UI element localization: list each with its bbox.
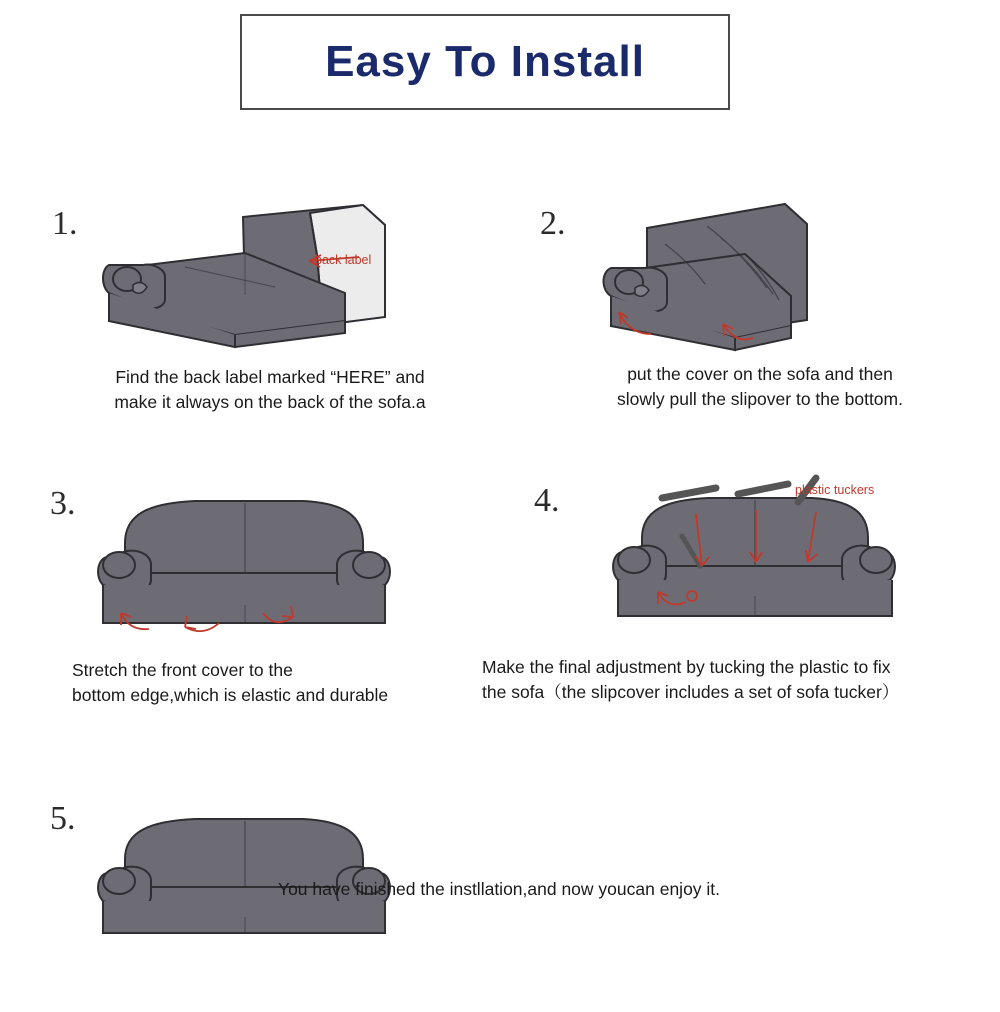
step-number-2: 2. — [540, 205, 566, 242]
caption-step-3 — [72, 658, 492, 708]
page-title: Easy To Install — [325, 37, 645, 86]
caption-step-5-line1: You have finished the instllation,and now youcan enjoy it. — [278, 879, 721, 899]
caption-step-5 — [278, 877, 838, 902]
figure-step-4 — [600, 470, 910, 650]
caption-step-2-line2: slowly pull the slipover to the bottom. — [617, 389, 903, 409]
figure-step-3 — [95, 485, 395, 655]
caption-step-3-line2: bottom edge,which is elastic and durable — [72, 685, 389, 705]
caption-step-4-line1: Make the final adjustment by tucking the plastic to fix — [482, 657, 891, 677]
step-number-4: 4. — [534, 482, 560, 519]
figure-step-5 — [95, 805, 395, 945]
caption-step-4 — [482, 655, 952, 705]
caption-step-1-line1: Find the back label marked “HERE” and — [115, 367, 425, 387]
step-number-1: 1. — [52, 205, 78, 242]
caption-step-2 — [570, 362, 950, 412]
caption-step-2-line1: put the cover on the sofa and then — [627, 364, 893, 384]
step-number-5: 5. — [50, 800, 76, 837]
step-number-3: 3. — [50, 485, 76, 522]
figure-step-1 — [95, 195, 405, 355]
caption-step-1-line2: make it always on the back of the sofa.a — [114, 392, 426, 412]
caption-step-3-line1: Stretch the front cover to the — [72, 660, 293, 680]
title-box — [240, 14, 730, 110]
caption-step-1 — [60, 365, 480, 415]
annotation-plastic-tuckers: plastic tuckers — [795, 483, 875, 497]
figure-step-2 — [595, 192, 895, 357]
annotation-back-label: back label — [315, 253, 372, 267]
caption-step-4-line2: the sofa（the slipcover includes a set of sofa tucker） — [482, 682, 900, 702]
